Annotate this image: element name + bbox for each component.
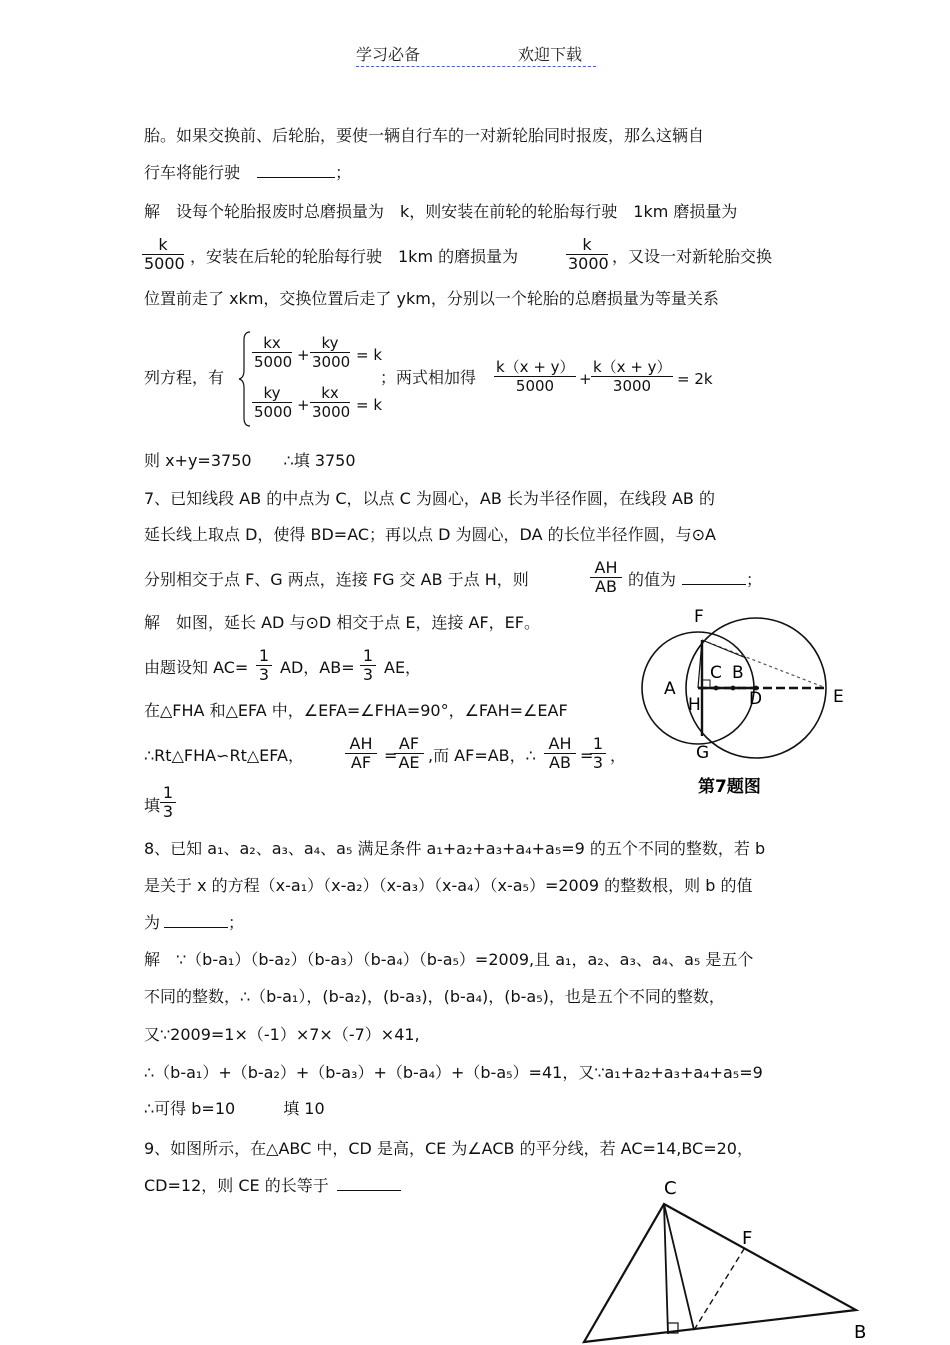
fraction-k-3000: $\frac{k}{3000}$ [568,235,609,273]
label-h: H [688,695,701,715]
q7-line-7d: = [580,746,594,765]
answer-blank [257,163,335,178]
q7-line-8: 填 [144,796,161,815]
p1-line-5: 位置前走了 xkm，交换位置后走了 ykm，分别以一个轮胎的总磨损量为等量关系 [144,289,719,308]
sum-term1: $\frac{k(x + y)}{5000}$ [496,358,575,395]
fraction-ah-ab-2: $\frac{AH}{AB}$ [544,735,576,772]
eq2-term2: $\frac{kx}{3000}$ [312,384,351,421]
eq2-plus: + [297,396,310,414]
q7-line-3a: 分别相交于点 F、G 两点，连接 FG 交 AB 于点 H，则 [144,570,529,589]
label-d: D [749,689,763,709]
eq1-term1: $\frac{kx}{5000}$ [254,334,293,371]
q7-line-7a: ∴Rt△FHA∽Rt△EFA， [144,746,304,765]
p1-line-6b: ；两式相加得 [380,368,477,387]
answer-blank [337,1176,401,1191]
page-header [356,42,596,67]
point-c [714,686,719,691]
answer-blank [164,913,228,928]
q8-line-1: 8、已知 a₁、a₂、a₃、a₄、a₅ 满足条件 a₁+a₂+a₃+a₄+a₅=9 的五个不同的整数，若 b [144,839,766,858]
figure-7-caption: 第7题图 [698,777,761,797]
q7-line-2: 延长线上取点 D，使得 BD=AC；再以点 D 为圆心，DA 的长位半径作圆，与⊙A [144,525,716,544]
header-left: 学习必备 [356,45,421,64]
fraction-one-third-b: $\frac{1}{3}$ [360,647,376,684]
q9-line-1: 9、如图所示，在△ABC 中，CD 是高，CE 为∠ACB 的平分线，若 AC=14,BC=20， [144,1139,753,1158]
p1-line-7: 则 x+y=3750 ∴填 3750 [144,451,356,470]
figure-7 [636,600,856,805]
q7-line-6: 在△FHA 和△EFA 中，∠EFA=∠FHA=90°，∠FAH=∠EAF [144,701,568,720]
brace-icon [238,330,252,428]
fraction-ah-af: $\frac{AH}{AF}$ [345,735,377,772]
p1-line-4a: ，安装在后轮的轮胎每行驶 1km 的磨损量为 [190,247,519,266]
label-g: G [696,743,710,763]
fraction-one-third-c: $\frac{1}{3}$ [590,735,606,772]
q7-line-5c: AE， [384,658,422,677]
eq2-term1: $\frac{ky}{5000}$ [254,384,293,421]
label-e: E [833,687,844,707]
bisector-ce [664,1204,694,1330]
label-b: B [732,663,744,683]
q9-line-2: CD=12，则 CE 的长等于 [144,1176,401,1196]
q7-line-7b: = [384,746,398,765]
fraction-one-third-d: $\frac{1}{3}$ [160,784,176,821]
label-a: A [664,679,676,699]
point-b [731,686,736,691]
eq1-term2: $\frac{ky}{3000}$ [312,334,351,371]
answer-blank [682,570,746,585]
fraction-af-ae: $\frac{AF}{AE}$ [394,735,424,772]
header-right: 欢迎下载 [518,45,583,64]
altitude-cd [664,1204,668,1334]
q8-line-7: ∴（b-a₁）+（b-a₂）+（b-a₃）+（b-a₄）+（b-a₅）=41，又∵a₁+a₂+a₃+a₄+a₅=9 [144,1063,763,1082]
label-b: B [854,1322,867,1343]
q8-line-6: 又∵2009=1×（-1）×7×（-7）×41, [144,1025,420,1044]
sum-plus: + [579,370,592,388]
eq1-rhs: = k [356,346,383,364]
q7-line-3b: 的值为 ； [628,570,763,589]
p1-line-4b: ，又设一对新轮胎交换 [612,247,773,266]
eq1-plus: + [297,346,310,364]
q8-line-5: 不同的整数，∴（b-a₁），(b-a₂)，(b-a₃)，(b-a₄)，(b-a₅)，也是五个不同的整数， [144,987,725,1006]
q7-line-5b: AD，AB= [280,658,355,677]
q7-line-7c: ,而 AF=AB，∴ [428,746,536,765]
fraction-ah-ab: $\frac{AH}{AB}$ [590,559,622,596]
q8-line-4: 解 ∵（b-a₁）（b-a₂）（b-a₃）（b-a₄）（b-a₅）=2009,且 a₁，a₂、a₃、a₄、a₅ 是五个 [144,950,754,969]
fraction-k-5000: $\frac{k}{5000}$ [144,235,185,273]
right-angle-h [702,680,710,688]
triangle-abc [584,1204,856,1342]
line-f-chord [702,640,746,658]
q7-line-7e: ， [610,746,627,765]
q7-line-4: 解 如图，延长 AD 与⊙D 相交于点 E，连接 AF，EF。 [144,613,540,632]
p1-line-3: 解 设每个轮胎报废时总磨损量为 k，则安装在前轮的轮胎每行驶 1km 磨损量为 [144,202,738,221]
sum-rhs: = 2k [677,370,713,388]
p1-line-1: 胎。如果交换前、后轮胎，要使一辆自行车的一对新轮胎同时报废，那么这辆自 [144,126,705,145]
label-c: C [710,663,722,683]
label-f: F [694,607,704,627]
p1-line-6a: 列方程，有 [144,368,225,387]
q8-line-3: 为 ； [144,913,245,932]
label-c: C [664,1178,677,1199]
eq2-rhs: = k [356,396,383,414]
q8-line-2: 是关于 x 的方程（x-a₁）（x-a₂）（x-a₃）（x-a₄）（x-a₅）=2009 的整数根，则 b 的值 [144,876,753,895]
fraction-one-third-a: $\frac{1}{3}$ [256,647,272,684]
q7-line-1: 7、已知线段 AB 的中点为 C，以点 C 为圆心，AB 长为半径作圆，在线段 AB 的 [144,489,715,508]
q8-line-8: ∴可得 b=10 填 10 [144,1099,325,1118]
q7-line-5a: 由题设知 AC= [144,658,249,677]
segment-ef [694,1249,744,1330]
p1-line-2: 行车将能行驶 ； [144,163,352,182]
label-f: F [742,1228,753,1249]
figure-9 [570,1170,880,1345]
sum-term2: $\frac{k(x + y)}{3000}$ [593,358,672,395]
